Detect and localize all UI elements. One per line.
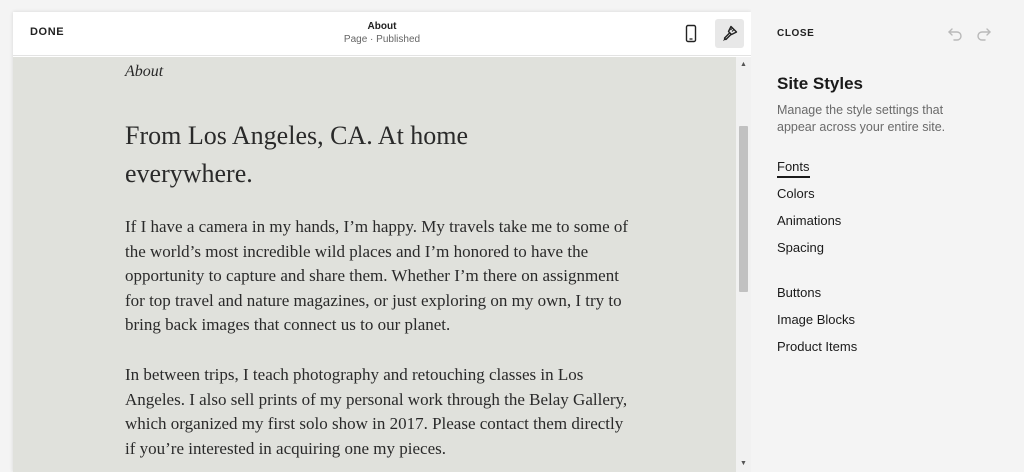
editor-panel: [13, 12, 751, 472]
paintbrush-icon: [721, 25, 738, 42]
mobile-preview-button[interactable]: [680, 22, 702, 46]
nav-item-image-blocks[interactable]: Image Blocks: [777, 312, 856, 327]
nav-item-colors[interactable]: Colors: [777, 186, 815, 201]
page-status: Page · Published: [343, 34, 421, 45]
mobile-phone-icon: [680, 22, 702, 46]
site-styles-panel: [751, 0, 1024, 472]
nav-item-fonts[interactable]: Fonts: [777, 159, 810, 178]
redo-button[interactable]: [975, 24, 993, 42]
nav-item-spacing[interactable]: Spacing: [777, 240, 824, 255]
nav-item-product-items[interactable]: Product Items: [777, 339, 858, 354]
page-title: About: [367, 21, 397, 32]
body-paragraph: If I have a camera in my hands, I’m happy. My travels take me to some of the world’s most incredible wild places and I’m honored to have the opportunity to capture and share them. Whether I’m there on assignment for top travel and nature magazines, or just exploring on my own, I try to bring back images that connect us to our planet.: [125, 217, 629, 334]
page-info: [282, 20, 482, 46]
nav-item-animations[interactable]: Animations: [777, 213, 842, 228]
page-label: About: [125, 63, 164, 80]
editor-toolbar: [13, 12, 751, 56]
panel-description: Manage the style settings that appear across your entire site.: [777, 103, 946, 134]
nav-item-buttons[interactable]: Buttons: [777, 285, 822, 300]
scroll-down-arrow-icon[interactable]: ▼: [740, 460, 747, 467]
scrollbar-thumb[interactable]: [739, 126, 748, 292]
undo-button[interactable]: [946, 24, 964, 42]
page-heading: From Los Angeles, CA. At home everywhere.: [125, 121, 469, 188]
redo-arrow-icon: [975, 24, 993, 42]
close-button[interactable]: CLOSE: [777, 28, 815, 39]
preview-scrollbar[interactable]: [736, 57, 751, 472]
body-paragraph: In between trips, I teach photography and retouching classes in Los Angeles. I also sell prints of my personal work through the Belay Gallery, which organized my first solo show in 2017. Please contact them directly if you’re interested in acquiring one my pieces.: [125, 365, 628, 458]
done-button[interactable]: DONE: [30, 26, 65, 38]
scroll-up-arrow-icon[interactable]: ▲: [740, 61, 747, 68]
page-preview[interactable]: [13, 57, 736, 472]
panel-title: Site Styles: [777, 74, 863, 93]
site-styles-button[interactable]: [715, 19, 744, 48]
undo-arrow-icon: [946, 24, 964, 42]
